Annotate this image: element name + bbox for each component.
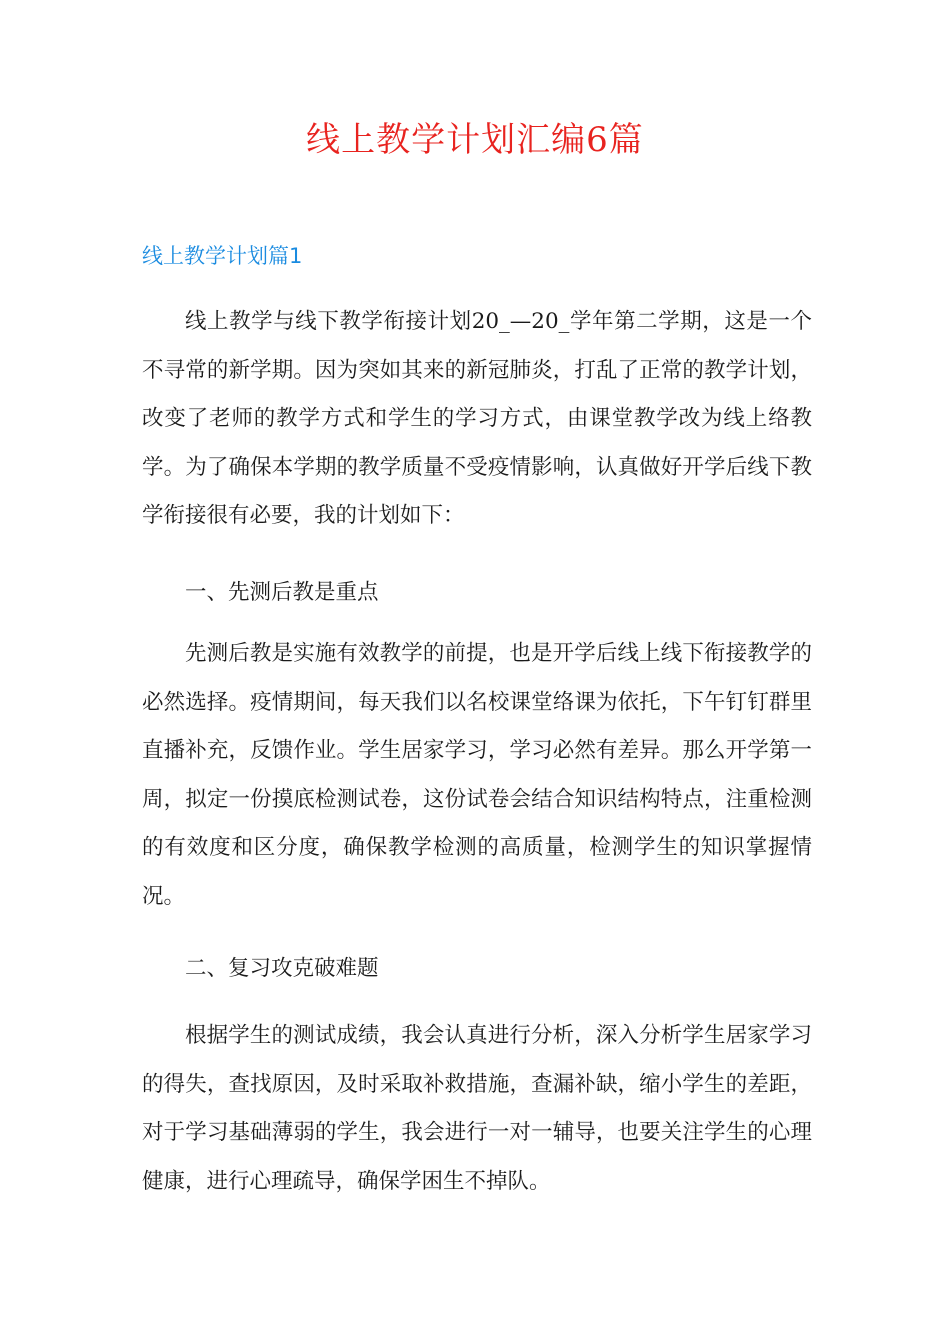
part1-paragraph: 先测后教是实施有效教学的前提，也是开学后线上线下衔接教学的必然选择。疫情期间，每天我们以名校课堂络课为依托，下午钉钉群里直播补充，反馈作业。学生居家学习，学习必然有差异。那么开学第一周，拟定一份摸底检测试卷，这份试卷会结合知识结构特点，注重检测的有效度和区分度，确保教学检测的高质量，检测学生的知识掌握情况。 bbox=[142, 641, 812, 909]
document-title: 线上教学计划汇编6篇 bbox=[306, 120, 644, 160]
part2-paragraph: 根据学生的测试成绩，我会认真进行分析，深入分析学生居家学习的得失，查找原因，及时采取补救措施，查漏补缺，缩小学生的差距，对于学习基础薄弱的学生，我会进行一对一辅导，也要关注学生的心理健康，进行心理疏导，确保学困生不掉队。 bbox=[142, 1023, 812, 1194]
part1-heading: 一、先测后教是重点 bbox=[185, 580, 379, 605]
section-heading: 线上教学计划篇1 bbox=[142, 244, 303, 268]
intro-paragraph: 线上教学与线下教学衔接计划20_—20_学年第二学期，这是一个不寻常的新学期。因为突如其来的新冠肺炎，打乱了正常的教学计划，改变了老师的教学方式和学生的学习方式，由课堂教学改为线上络教学。为了确保本学期的教学质量不受疫情影响，认真做好开学后线下教学衔接很有必要，我的计划如下： bbox=[142, 309, 812, 528]
part2-heading: 二、复习攻克破难题 bbox=[185, 956, 379, 981]
